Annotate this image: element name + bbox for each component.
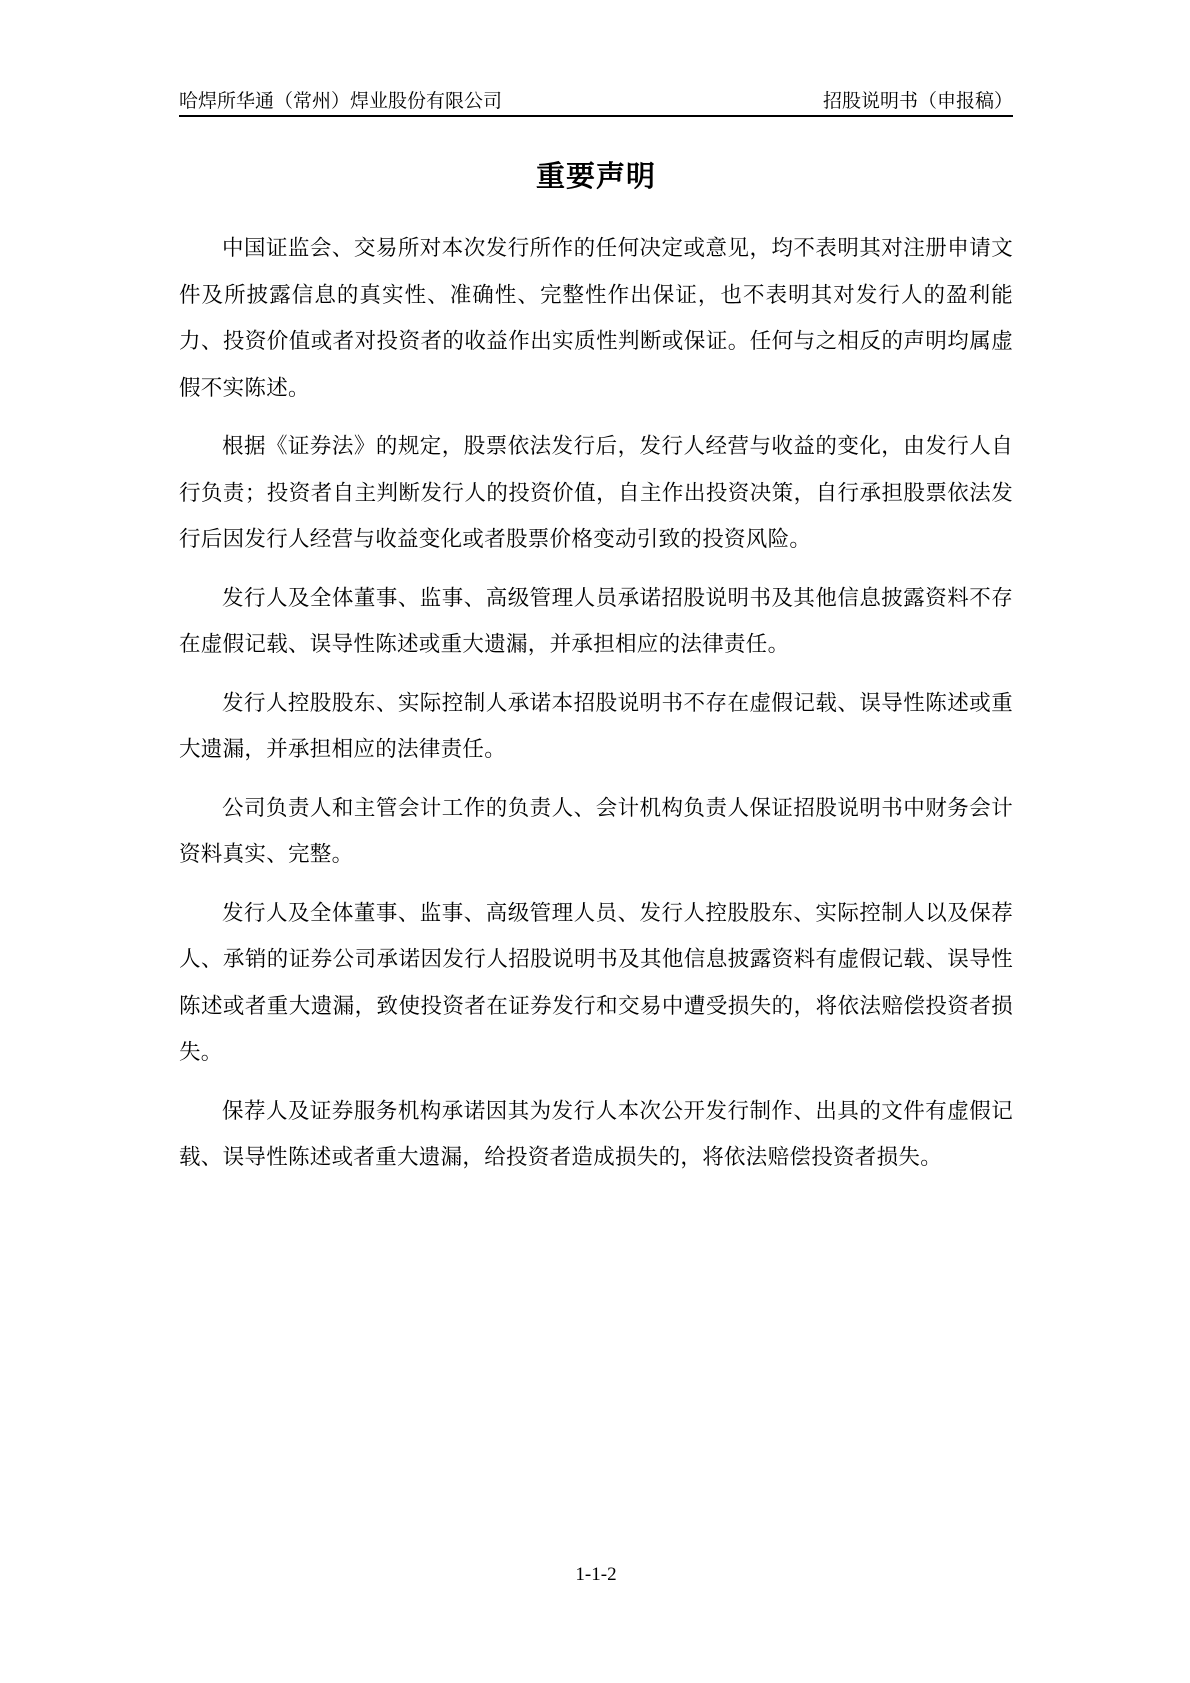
statement-body <box>179 226 1013 1194</box>
page-header <box>179 86 1013 114</box>
page-number: 1-1-2 <box>575 1564 617 1585</box>
statement-paragraph-4: 发行人控股股东、实际控制人承诺本招股说明书不存在虚假记载、误导性陈述或重大遗漏，并承担相应的法律责任。 <box>179 690 1013 762</box>
header-divider <box>179 115 1013 117</box>
statement-paragraph-1: 中国证监会、交易所对本次发行所作的任何决定或意见，均不表明其对注册申请文件及所披露信息的真实性、准确性、完整性作出保证，也不表明其对发行人的盈利能力、投资价值或者对投资者的收益作出实质性判断或保证。任何与之相反的声明均属虚假不实陈述。 <box>179 236 1013 401</box>
statement-paragraph-5: 公司负责人和主管会计工作的负责人、会计机构负责人保证招股说明书中财务会计资料真实、完整。 <box>179 795 1013 867</box>
statement-paragraph-7: 保荐人及证券服务机构承诺因其为发行人本次公开发行制作、出具的文件有虚假记载、误导性陈述或者重大遗漏，给投资者造成损失的，将依法赔偿投资者损失。 <box>179 1098 1013 1170</box>
statement-paragraph-2: 根据《证券法》的规定，股票依法发行后，发行人经营与收益的变化，由发行人自行负责；投资者自主判断发行人的投资价值，自主作出投资决策，自行承担股票依法发行后因发行人经营与收益变化或者股票价格变动引致的投资风险。 <box>179 434 1013 552</box>
statement-paragraph-3: 发行人及全体董事、监事、高级管理人员承诺招股说明书及其他信息披露资料不存在虚假记载、误导性陈述或重大遗漏，并承担相应的法律责任。 <box>179 585 1013 657</box>
page-title: 重要声明 <box>535 159 656 193</box>
header-document-type: 招股说明书（申报稿） <box>822 90 1013 112</box>
header-company-name: 哈焊所华通（常州）焊业股份有限公司 <box>179 90 503 112</box>
statement-paragraph-6: 发行人及全体董事、监事、高级管理人员、发行人控股股东、实际控制人以及保荐人、承销的证券公司承诺因发行人招股说明书及其他信息披露资料有虚假记载、误导性陈述或者重大遗漏，致使投资者在证券发行和交易中遭受损失的，将依法赔偿投资者损失。 <box>179 900 1013 1065</box>
